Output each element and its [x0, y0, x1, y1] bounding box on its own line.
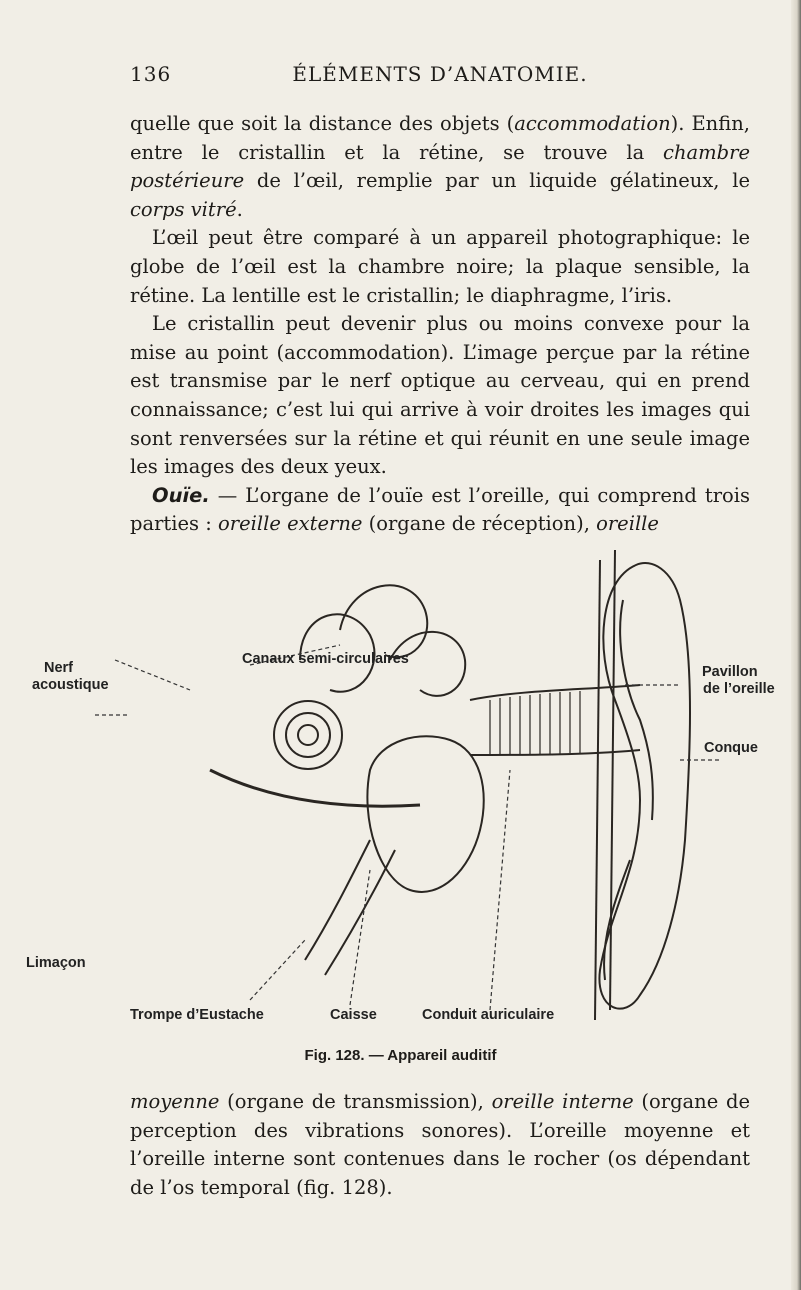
ear-illustration	[40, 540, 800, 1040]
label-acoustique: acoustique	[32, 677, 109, 693]
page-number: 136	[130, 62, 172, 86]
canal-hatching	[490, 691, 580, 754]
term-chambre-posterieure: chambre postérieure	[130, 140, 750, 193]
skull-vertical-line-2	[610, 550, 615, 1010]
cochlea-mid	[286, 713, 330, 757]
temporal-bone-base	[210, 770, 420, 806]
eustachian-tube-bottom	[325, 850, 395, 975]
paragraph-appareil-photo: L’œil peut être comparé à un appareil photographique: le globe de l’œil est la chambre noire; la plaque sensible, la rétine. La lentille est le cristallin; le diaphragme, l’iris.	[130, 226, 750, 307]
ear-anatomy-figure	[26, 540, 800, 1060]
label-nerf: Nerf	[44, 660, 74, 676]
label-de-l-oreille: de l’oreille	[703, 681, 775, 697]
leader-conduit	[490, 770, 510, 1010]
cochlea-inner	[298, 725, 318, 745]
label-canaux-semi-circulaires: Canaux semi-circulaires	[242, 651, 409, 667]
eustachian-tube-top	[305, 840, 370, 960]
external-canal-bottom	[470, 750, 640, 755]
paragraph-cristallin: Le cristallin peut devenir plus ou moins convexe pour la mise au point (accommodation). L’image perçue par la rétine est transmise par le nerf optique au cerveau, qui en prend connaissance; c’est lui qui arrive à voir droites les images qui sont renversées sur la rétine et qui réunit en une seule image les images des deux yeux.	[130, 312, 750, 479]
paragraph-oreille-moyenne: moyenne (organe de transmission), oreille interne (organe de perception des vibrations sonores). L’oreille moyenne et l’oreille interne sont contenues dans le rocher (os dépendant de l’os temporal (fig. 128).	[130, 1090, 750, 1199]
section-title-ouie: Ouïe.	[152, 483, 210, 507]
figure-caption: Fig. 128. — Appareil auditif	[304, 1047, 497, 1064]
paragraph-chambre-posterieure: quelle que soit la distance des objets (accommodation). Enfin, entre le cristallin et la rétine, se trouve la chambre postérieure de l’œil, remplie par un liquide gélatineux, le corps vitré.	[130, 112, 751, 221]
term-corps-vitre: corps vitré	[130, 197, 237, 221]
page-header	[130, 62, 750, 92]
term-oreille: oreille	[596, 512, 659, 536]
label-trompe-d-eustache: Trompe d’Eustache	[130, 1007, 264, 1023]
label-pavillon: Pavillon	[702, 664, 758, 680]
leader-nerf	[115, 660, 190, 690]
term-moyenne: moyenne	[130, 1090, 220, 1113]
label-conduit-auriculaire: Conduit auriculaire	[422, 1007, 555, 1023]
label-limacon: Limaçon	[26, 955, 86, 971]
term-accommodation: accommodation	[514, 112, 671, 135]
text-block-top	[130, 110, 750, 539]
semicircular-canal-2	[340, 585, 427, 657]
label-caisse: Caisse	[330, 1007, 377, 1023]
leader-trompe	[250, 940, 305, 1000]
term-oreille-externe: oreille externe	[218, 512, 363, 536]
cochlea-outer	[274, 701, 342, 769]
skull-vertical-line-1	[595, 560, 600, 1020]
term-oreille-interne: oreille interne	[491, 1090, 634, 1113]
paragraph-ouie: Ouïe. — L’organe de l’ouïe est l’oreille, qui comprend trois parties : oreille externe (organe de réception), oreille	[130, 483, 750, 536]
leader-caisse	[350, 870, 370, 1005]
text-block-bottom	[130, 1088, 750, 1202]
pavillon-inner-fold	[620, 600, 653, 820]
label-conque: Conque	[704, 740, 758, 756]
running-head: ÉLÉMENTS D’ANATOMIE.	[292, 62, 588, 86]
